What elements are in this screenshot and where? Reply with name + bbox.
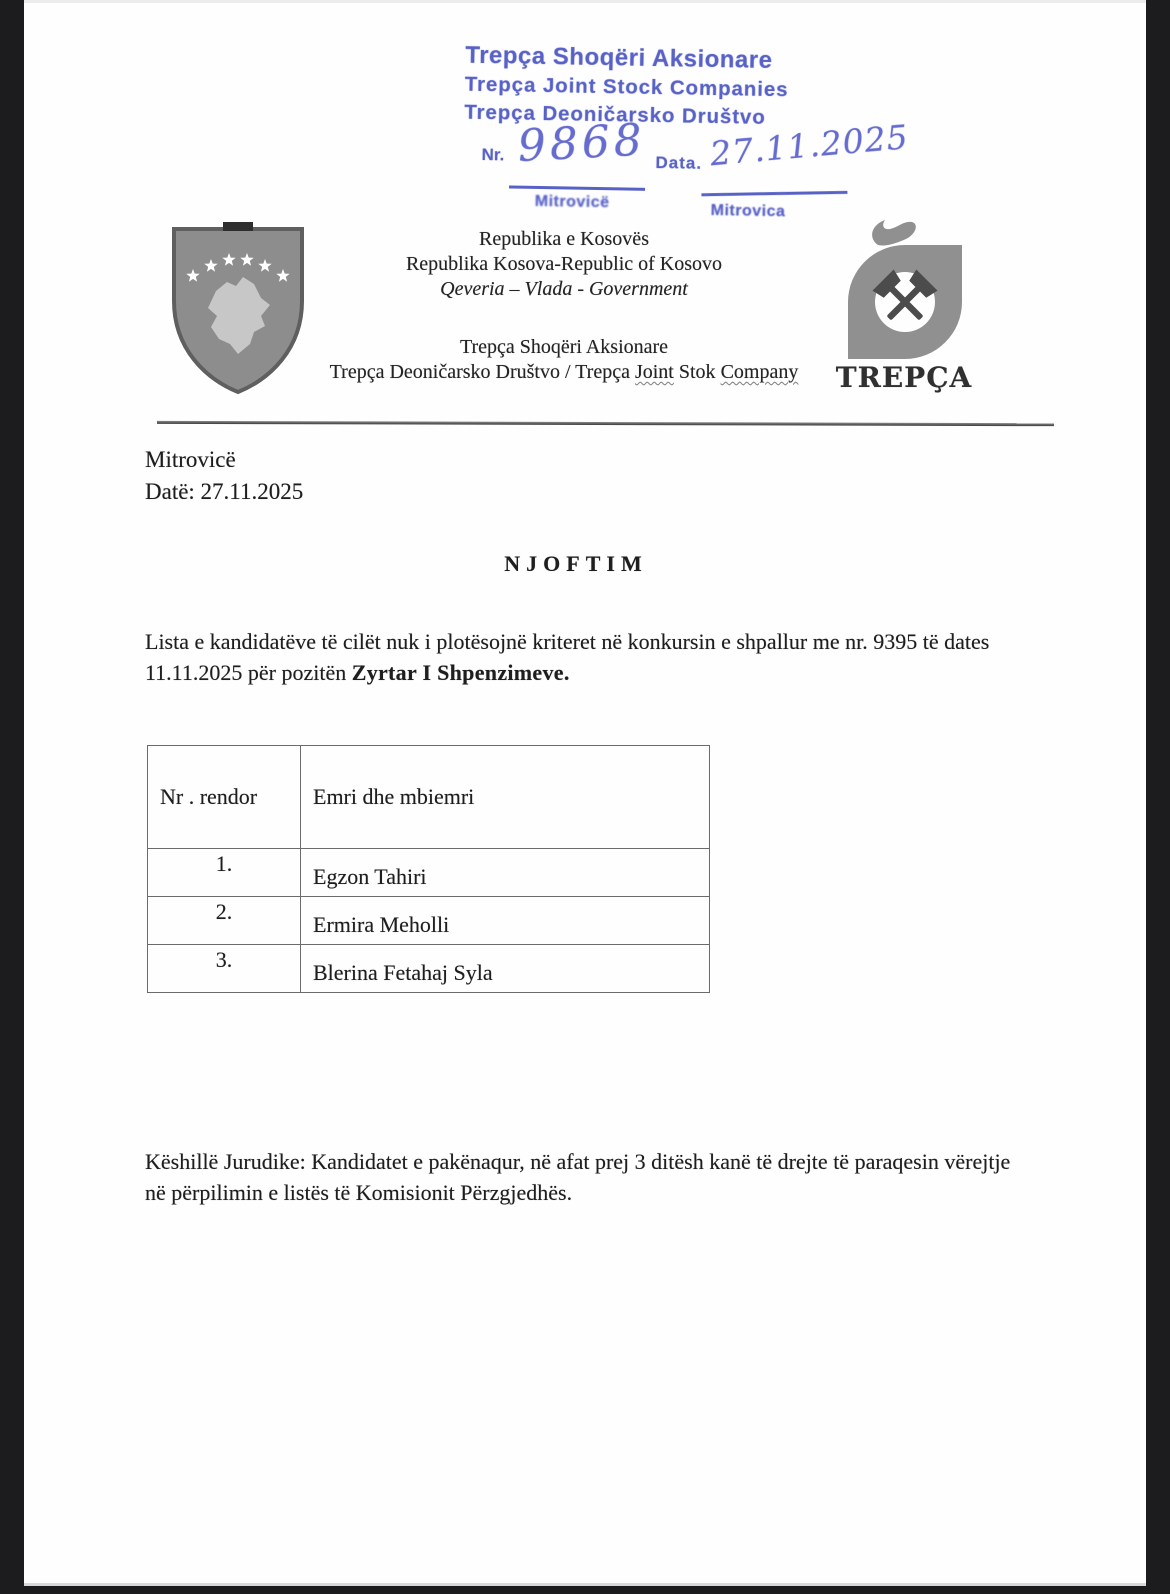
company-stamp xyxy=(459,41,911,224)
stamp-date-handwritten: 27.11.2025 xyxy=(708,117,911,174)
table-header-nr: Nr . rendor xyxy=(148,746,301,849)
company-name-sq: Trepça Shoqëri Aksionare xyxy=(459,336,669,358)
government-header xyxy=(274,227,854,385)
table-cell-nr: 1. xyxy=(148,849,301,897)
stamp-line-2: Trepça Joint Stock Companies xyxy=(464,72,789,102)
company-name-multi xyxy=(274,360,854,385)
gov-line-government: Qeveria – Vlada - Government xyxy=(440,278,688,300)
stamp-nr-label: Nr. xyxy=(481,144,505,165)
stamp-city-right: Mitrovica xyxy=(710,201,786,221)
candidates-table xyxy=(147,745,710,993)
stamp-data-underline xyxy=(701,164,848,197)
gov-line-republic-sq: Republika e Kosovës xyxy=(479,228,649,250)
legal-advice-paragraph: Këshillë Jurudike: Kandidatet e pakënaqur, në afat prej 3 ditësh kanë të drejte të paraqesin vërejtje në përpilimin e listës të Komisionit Përzgjedhës. xyxy=(145,1149,1011,1205)
table-row xyxy=(148,897,710,945)
document-title: NJOFTIM xyxy=(504,551,648,576)
table-cell-name: Blerina Fetahaj Syla xyxy=(301,945,710,993)
date-line: Datë: 27.11.2025 xyxy=(145,479,304,504)
header-divider-line xyxy=(157,421,1054,426)
intro-paragraph xyxy=(145,626,1017,688)
company-name-company: Company xyxy=(720,361,799,383)
table-header-row xyxy=(148,746,710,849)
gov-line-republic-en: Republika Kosova-Republic of Kosovo xyxy=(405,253,723,275)
company-name-prefix: Trepça Deoničarsko Društvo / Trepça xyxy=(329,361,635,383)
document-page xyxy=(24,0,1146,1586)
stamp-city-left: Mitrovicë xyxy=(534,192,610,212)
table-header-name: Emri dhe mbiemri xyxy=(301,746,710,849)
trepca-logo-icon xyxy=(826,217,984,365)
company-name-mid: Stok xyxy=(673,361,721,383)
intro-position-bold: Zyrtar I Shpenzimeve. xyxy=(351,660,570,685)
table-cell-nr: 3. xyxy=(148,945,301,993)
table-cell-name: Egzon Tahiri xyxy=(301,849,710,897)
table-row xyxy=(148,945,710,993)
stamp-nr-handwritten: 9868 xyxy=(516,114,648,173)
stamp-nr-underline xyxy=(509,158,646,190)
stamp-line-3: Trepça Deoničarsko Društvo xyxy=(464,100,766,129)
company-name-joint: Joint xyxy=(634,361,674,383)
place-line: Mitrovicë xyxy=(145,447,236,472)
trepca-logo-wordmark: TREPÇA xyxy=(835,361,973,394)
table-cell-name: Ermira Meholli xyxy=(301,897,710,945)
table-cell-nr: 2. xyxy=(148,897,301,945)
stamp-line-1: Trepça Shoqëri Aksionare xyxy=(465,41,773,75)
table-row xyxy=(148,849,710,897)
stamp-data-label: Data. xyxy=(655,153,703,173)
intro-text: Lista e kandidatëve të cilët nuk i plotësojnë kriteret në konkursin e shpallur me nr. 9395 të dates 11.11.2025 për pozitën xyxy=(145,629,990,685)
